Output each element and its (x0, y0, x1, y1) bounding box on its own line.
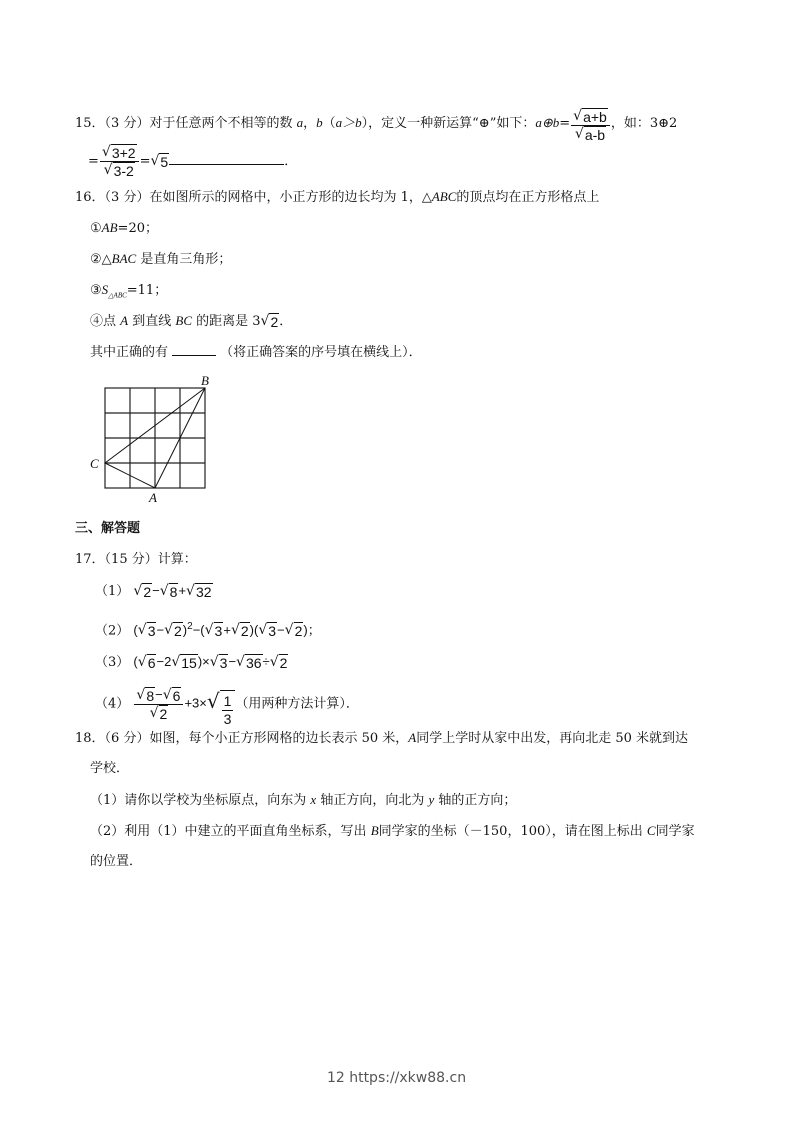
q15-line2 (88, 144, 297, 179)
item-text: =20； (117, 221, 158, 236)
q16-stem (75, 188, 599, 207)
var-b: b (316, 115, 323, 130)
q17-part-1: （1） √ 2 − √ 8 + √ 32 (95, 583, 212, 600)
q16-stem-end: 的顶点均在正方形格点上 (456, 190, 600, 205)
fraction: √ 8 − √ 6 √ 2 (134, 686, 183, 722)
part-text: 同学家 (655, 824, 695, 839)
q15-number: 15． (75, 116, 105, 131)
part-label: （3） (95, 655, 130, 670)
sqrt-icon: √ (101, 144, 111, 160)
definition-fraction (571, 108, 610, 143)
q18-score: （6 分） (104, 731, 150, 746)
item-marker: ② (90, 252, 102, 267)
triangle-symbol: △ (101, 252, 112, 267)
sqrt-icon: √ (133, 583, 143, 599)
student-a: A (408, 730, 417, 745)
example-fraction (100, 144, 139, 179)
paren: ） (361, 116, 369, 131)
label-c: C (90, 456, 99, 471)
equals: = (139, 154, 151, 169)
sqrt-icon: √ (209, 654, 219, 670)
sqrt-icon: √ (136, 687, 146, 703)
q15-line1 (75, 106, 677, 141)
q16-number: 16． (75, 190, 105, 205)
part-text: 利用（1）中建立的平面直角坐标系，写出 (124, 824, 371, 839)
part-label: （1） (95, 584, 130, 599)
point-a: A (120, 313, 129, 328)
sqrt-icon: √ (260, 313, 270, 329)
radicand: 8 (169, 584, 178, 600)
sqrt-icon: √ (164, 622, 173, 639)
sqrt-icon: √ (258, 622, 268, 639)
q16-item-1 (90, 219, 158, 238)
var-y: y (428, 792, 435, 807)
example-result (150, 153, 169, 170)
period: ． (279, 314, 293, 329)
area-symbol: S (101, 282, 109, 297)
q16-item-4 (90, 312, 292, 331)
area-subscript: △ABC (108, 291, 127, 300)
radicand: 3+2 (111, 145, 136, 161)
sqrt-icon: √ (230, 622, 240, 639)
radicand: 2 (270, 314, 279, 330)
sqrt-icon: √ (573, 108, 583, 124)
sqrt-icon: √ (103, 162, 113, 178)
paren: （ (322, 116, 336, 131)
q15-text2: ，定义一种新运算“⊕”如下： (368, 116, 536, 131)
q17-part-3: （3） ( √ 6 −2 √ 15 )× √ 3 − √ 36 ÷ √ 2 (95, 654, 288, 671)
radicand: a-b (584, 127, 606, 143)
radicand: 2 (143, 584, 152, 600)
period: ． (284, 154, 298, 169)
comma: ， (303, 116, 317, 131)
definition-lhs: a⊕b (535, 115, 560, 130)
q17-score: （15 分） (104, 552, 158, 567)
item-text: 的距离是 3 (192, 314, 261, 329)
part-note: （用两种方法计算）． (235, 696, 359, 712)
sqrt-2 (133, 583, 152, 600)
radicand: 32 (195, 584, 212, 600)
q18-part-2 (90, 822, 695, 841)
sqrt-icon: √ (574, 126, 584, 142)
q18-stem-line2: 学校． (90, 761, 130, 776)
q15-text: 对于任意两个不相等的数 (149, 116, 297, 131)
radicand: a+b (583, 109, 607, 125)
sqrt-fraction: √ $\frac{1}{3}$ (207, 690, 236, 728)
sqrt-icon: √ (149, 705, 159, 721)
item-expr: AB (101, 220, 118, 235)
part-text: 轴的正方向； (434, 793, 517, 808)
condition: a＞b (335, 115, 362, 130)
sqrt-icon: √ (137, 654, 147, 670)
item-expr: BAC (111, 251, 137, 266)
var-x: x (310, 792, 317, 807)
sqrt-icon: √ (171, 654, 181, 670)
q16-item-2 (90, 250, 231, 269)
item-text: 是直角三角形； (136, 252, 232, 267)
item-marker: ③ (90, 283, 102, 298)
line-bc: BC (175, 313, 192, 328)
q18-stem-text: 如图，每个小正方形网格的边长表示 50 米， (149, 731, 409, 746)
q16-stem-text: 在如图所示的网格中，小正方形的边长均为 1，△ (149, 190, 432, 205)
radicand: 3-2 (113, 163, 134, 179)
answer-blank[interactable] (172, 343, 216, 356)
answer-blank[interactable] (169, 152, 284, 165)
q17-stem (75, 551, 197, 569)
item-marker: ① (90, 221, 102, 236)
q15-score: （3 分） (104, 116, 150, 131)
q18-number: 18． (75, 731, 105, 746)
part-label: （2） (95, 623, 130, 639)
var-a: a (296, 115, 304, 130)
sqrt-expression (261, 313, 280, 330)
answer-suffix: （将正确答案的序号填在横线上）． (220, 345, 422, 360)
item-text: 到直线 (128, 314, 176, 329)
student-b: B (370, 823, 379, 838)
sqrt-icon: √ (150, 153, 160, 169)
part-text: 请你以学校为坐标原点，向东为 (124, 793, 311, 808)
triangle-abc: ABC (431, 189, 457, 204)
radicand: 5 (160, 154, 169, 170)
sqrt-icon: √ (159, 583, 169, 599)
answer-prefix: 其中正确的有 (90, 345, 173, 360)
page-footer: 12 https://xkw88.cn (326, 1070, 467, 1086)
example-prefix: ，如：3⊕2 (610, 116, 678, 131)
q17-stem-text: 计算： (157, 552, 197, 567)
item-text: 点 (103, 314, 121, 329)
grid-lines (105, 388, 205, 488)
item-text: =11； (126, 283, 168, 298)
part-label: （2） (90, 824, 125, 839)
grid-figure (80, 370, 230, 510)
q17-number: 17． (75, 552, 105, 567)
equals: = (559, 116, 571, 131)
sqrt-8 (160, 583, 179, 600)
q18-stem-line1 (75, 729, 688, 748)
label-a: A (149, 490, 157, 505)
q16-answer-line (90, 343, 422, 362)
label-b: B (201, 373, 209, 388)
q18-part-2-cont: 的位置． (90, 854, 143, 869)
sqrt-icon: √ (284, 622, 294, 639)
equals: = (88, 154, 99, 169)
sqrt-icon: √ (162, 687, 172, 703)
q17-part-2: （2） ( √ 3 − √ 2 )$^2$−( √ 3 + √ 2 )( √ 3 − √ 2 )； (95, 621, 321, 640)
part-text: 同学家的坐标（－150，100），请在图上标出 (378, 824, 647, 839)
sqrt-32 (186, 583, 213, 600)
sqrt-icon: √ (206, 688, 220, 713)
sqrt-icon: √ (137, 622, 147, 639)
student-c: C (646, 823, 656, 838)
section-title: 三、解答题 (75, 521, 141, 536)
part-text: 轴正方向，向北为 (316, 793, 429, 808)
part-label: （1） (90, 793, 125, 808)
part-label: （4） (95, 696, 130, 712)
q17-part-4: （4） √ 8 − √ 6 √ 2 +3× √ $\frac{1}{3}$ （用两种方法计算）． (95, 687, 359, 727)
sqrt-icon: √ (204, 622, 214, 639)
q16-item-3 (90, 281, 167, 305)
sqrt-icon: √ (236, 654, 245, 670)
q18-part-1 (90, 791, 516, 810)
sqrt-icon: √ (186, 583, 195, 599)
sqrt-icon: √ (269, 654, 279, 670)
q18-stem-text2: 同学上学时从家中出发，再向北走 50 米就到达 (416, 731, 689, 746)
q16-score: （3 分） (104, 190, 150, 205)
item-marker: ④ (90, 314, 104, 329)
